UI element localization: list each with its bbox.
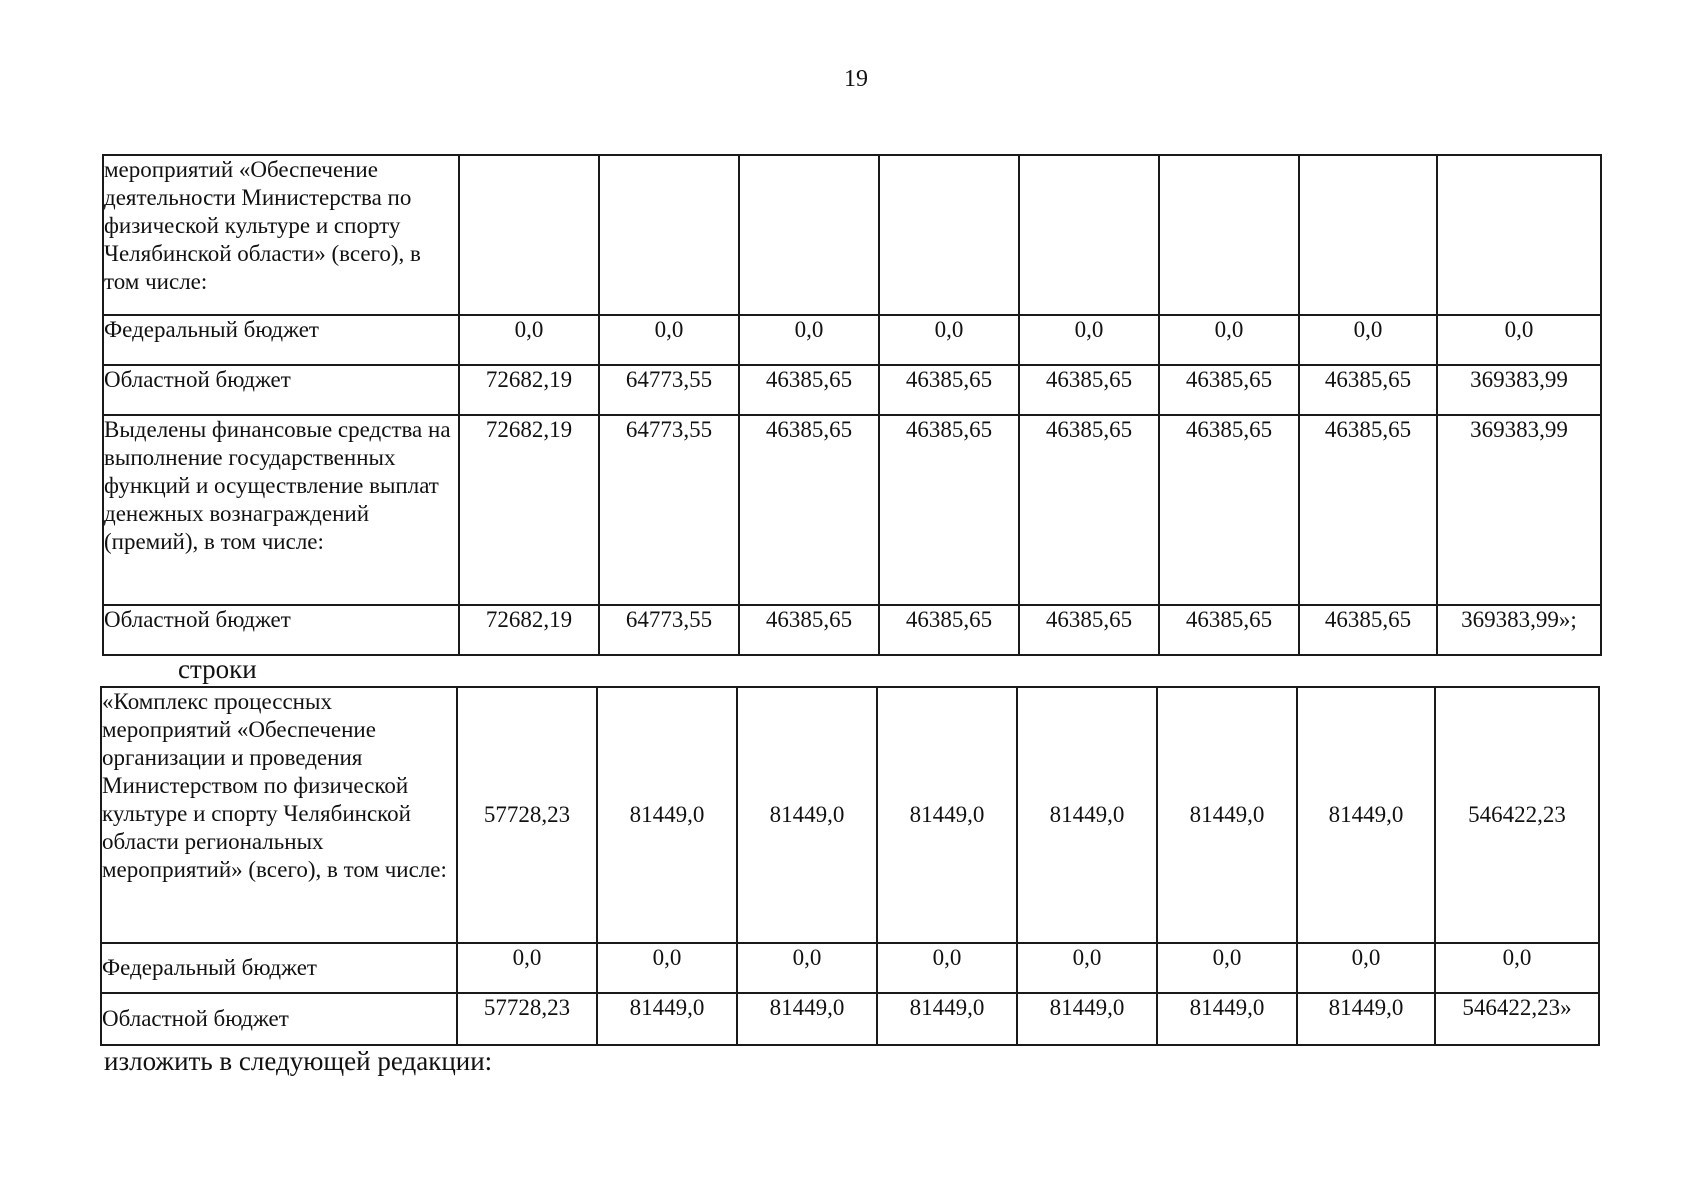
value-cell [879,155,1019,315]
value-cell: 81449,0 [1297,687,1435,943]
value-cell: 46385,65 [1019,605,1159,655]
row-label: Федеральный бюджет [103,315,459,365]
value-cell: 0,0 [597,943,737,993]
value-cell: 46385,65 [1299,365,1437,415]
value-cell: 81449,0 [877,993,1017,1045]
value-cell [1299,155,1437,315]
table-row [103,415,1601,605]
value-cell: 81449,0 [1157,687,1297,943]
value-cell: 0,0 [1019,315,1159,365]
row-label: «Комплекс процессных мероприятий «Обеспечение организации и проведения Министерством по физической культуре и спорту Челябинской области региональных мероприятий» (всего), в том числе: [101,687,457,943]
value-cell: 369383,99»; [1437,605,1601,655]
value-cell: 0,0 [739,315,879,365]
value-cell: 46385,65 [1299,415,1437,605]
value-cell: 46385,65 [1299,605,1437,655]
value-cell: 46385,65 [1159,605,1299,655]
table-row [103,155,1601,315]
row-label: мероприятий «Обеспечение деятельности Министерства по физической культуре и спорту Челябинской области» (всего), в том числе: [103,155,459,315]
value-cell: 0,0 [1297,943,1435,993]
value-cell [1019,155,1159,315]
value-cell: 46385,65 [879,365,1019,415]
value-cell: 81449,0 [1017,993,1157,1045]
value-cell: 0,0 [1299,315,1437,365]
value-cell: 46385,65 [739,365,879,415]
table-row [101,687,1599,943]
value-cell: 546422,23 [1435,687,1599,943]
table-row [103,605,1601,655]
value-cell: 0,0 [737,943,877,993]
value-cell: 81449,0 [1017,687,1157,943]
value-cell: 46385,65 [1159,365,1299,415]
value-cell: 546422,23» [1435,993,1599,1045]
table-row [103,365,1601,415]
page-number: 19 [844,66,868,92]
value-cell: 369383,99 [1437,415,1601,605]
value-cell: 46385,65 [739,605,879,655]
value-cell: 0,0 [1159,315,1299,365]
row-label: Областной бюджет [103,605,459,655]
value-cell [599,155,739,315]
value-cell: 0,0 [459,315,599,365]
value-cell: 46385,65 [879,415,1019,605]
value-cell: 81449,0 [1157,993,1297,1045]
budget-table-2 [100,686,1600,1046]
value-cell: 0,0 [1435,943,1599,993]
value-cell: 46385,65 [879,605,1019,655]
value-cell: 0,0 [1437,315,1601,365]
value-cell [1159,155,1299,315]
value-cell: 64773,55 [599,415,739,605]
value-cell: 81449,0 [597,993,737,1045]
value-cell: 72682,19 [459,605,599,655]
row-label: Выделены финансовые средства на выполнение государственных функций и осуществление выплат денежных вознаграждений (премий), в том числе: [103,415,459,605]
row-label: Областной бюджет [103,365,459,415]
value-cell: 72682,19 [459,415,599,605]
value-cell [459,155,599,315]
value-cell: 46385,65 [1159,415,1299,605]
value-cell: 81449,0 [737,993,877,1045]
value-cell [1437,155,1601,315]
value-cell: 81449,0 [1297,993,1435,1045]
value-cell: 46385,65 [739,415,879,605]
value-cell: 0,0 [877,943,1017,993]
value-cell: 369383,99 [1437,365,1601,415]
value-cell: 0,0 [1157,943,1297,993]
value-cell: 0,0 [879,315,1019,365]
value-cell: 46385,65 [1019,365,1159,415]
value-cell [739,155,879,315]
caption-rows: строки [178,654,257,684]
value-cell: 72682,19 [459,365,599,415]
table-row [101,993,1599,1045]
table-row [103,315,1601,365]
value-cell: 57728,23 [457,687,597,943]
value-cell: 0,0 [599,315,739,365]
value-cell: 46385,65 [1019,415,1159,605]
value-cell: 81449,0 [737,687,877,943]
value-cell: 0,0 [1017,943,1157,993]
value-cell: 64773,55 [599,365,739,415]
table-row [101,943,1599,993]
row-label: Федеральный бюджет [101,943,457,993]
value-cell: 0,0 [457,943,597,993]
value-cell: 57728,23 [457,993,597,1045]
value-cell: 81449,0 [877,687,1017,943]
row-label: Областной бюджет [101,993,457,1045]
value-cell: 81449,0 [597,687,737,943]
caption-edit-instruction: изложить в следующей редакции: [104,1046,493,1076]
value-cell: 64773,55 [599,605,739,655]
budget-table-1 [102,154,1602,656]
